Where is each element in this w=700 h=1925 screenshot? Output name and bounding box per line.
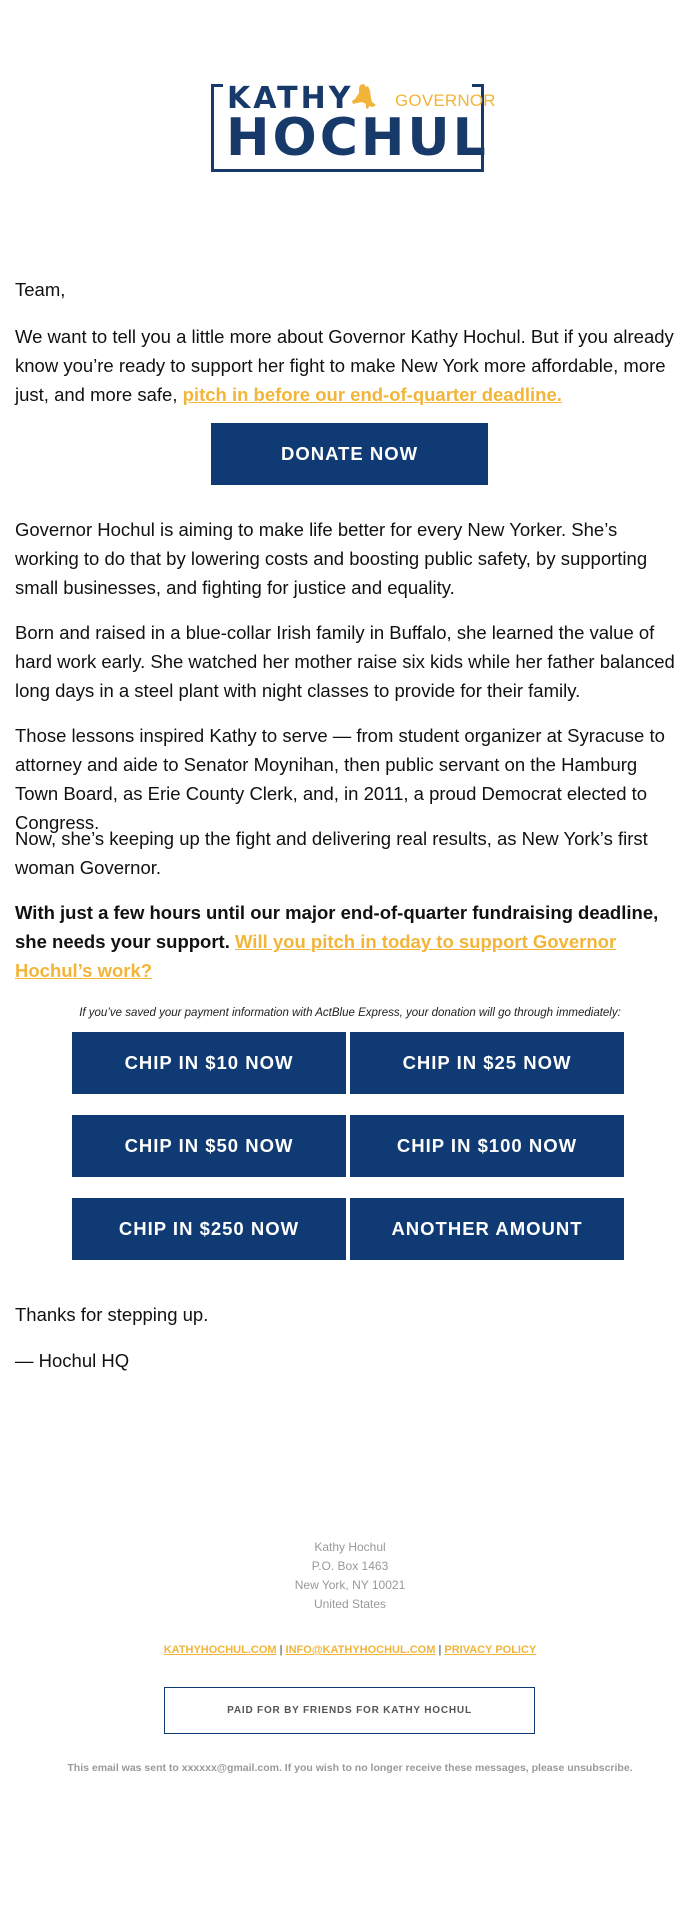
footer-links	[0, 1644, 700, 1656]
chip-in-10-button[interactable]: CHIP IN $10 NOW	[72, 1032, 346, 1094]
logo-frame-corner-right	[472, 84, 484, 87]
footer-address-po-box: P.O. Box 1463	[311, 1559, 389, 1573]
footer-link-separator: |	[438, 1644, 442, 1656]
another-amount-button[interactable]: ANOTHER AMOUNT	[350, 1198, 624, 1260]
footer-address-city: New York, NY 10021	[294, 1578, 406, 1592]
chip-in-25-button[interactable]: CHIP IN $25 NOW	[350, 1032, 624, 1094]
paid-for-disclaimer: PAID FOR BY FRIENDS FOR KATHY HOCHUL	[164, 1687, 535, 1734]
appeal-text: With just a few hours until our major end-of-quarter fundraising deadline, she needs your support.	[15, 902, 659, 952]
logo-first-name: KATHY	[227, 81, 354, 116]
intro-paragraph	[15, 322, 685, 409]
footer-email-link[interactable]: INFO@KATHYHOCHUL.COM	[285, 1644, 436, 1656]
logo-frame-corner-left	[211, 84, 223, 87]
chip-in-50-button[interactable]: CHIP IN $50 NOW	[72, 1115, 346, 1177]
footer-website-link[interactable]: KATHYHOCHUL.COM	[163, 1644, 277, 1656]
intro-text: We want to tell you a little more about Governor Kathy Hochul. But if you already know you’re ready to support her fight to make New York more affordable, more just, and more safe,	[15, 326, 674, 405]
paragraph-career: Those lessons inspired Kathy to serve — from student organizer at Syracuse to attorney and aide to Senator Moynihan, then public servant on the Hamburg Town Board, as Erie County Clerk, and, in 2011, a proud Democrat elected to Congress.	[15, 725, 665, 833]
footer-link-separator: |	[279, 1644, 283, 1656]
footer-privacy-link[interactable]: PRIVACY POLICY	[444, 1644, 537, 1656]
chip-in-100-button[interactable]: CHIP IN $100 NOW	[350, 1115, 624, 1177]
footer-address-name: Kathy Hochul	[314, 1540, 386, 1554]
actblue-express-note: If you’ve saved your payment information with ActBlue Express, your donation will go through immediately:	[79, 1007, 621, 1019]
signoff: — Hochul HQ	[15, 1350, 130, 1371]
kathy-hochul-logo	[211, 81, 496, 176]
donate-now-button[interactable]: DONATE NOW	[211, 423, 488, 485]
intro-donate-link[interactable]: pitch in before our end-of-quarter deadline.	[182, 384, 562, 405]
greeting: Team,	[15, 279, 66, 300]
paragraph-governor: Now, she’s keeping up the fight and delivering real results, as New York’s first woman Governor.	[15, 828, 648, 878]
footer-address-country: United States	[313, 1597, 387, 1611]
logo-last-name: HOCHUL	[226, 108, 489, 168]
paragraph-background: Born and raised in a blue-collar Irish family in Buffalo, she learned the value of hard work early. She watched her mother raise six kids while her father balanced long days in a steel plant with night classes to provide for their family.	[15, 622, 675, 701]
unsubscribe-notice[interactable]: This email was sent to xxxxxx@gmail.com. If you wish to no longer receive these messages, please unsubscribe.	[67, 1762, 633, 1774]
appeal-paragraph	[15, 898, 685, 985]
appeal-link[interactable]: Will you pitch in today to support Governor Hochul’s work?	[15, 931, 617, 981]
chip-in-250-button[interactable]: CHIP IN $250 NOW	[72, 1198, 346, 1260]
paragraph-goals: Governor Hochul is aiming to make life better for every New Yorker. She’s working to do that by lowering costs and boosting public safety, by supporting small businesses, and fighting for justice and equality.	[15, 519, 648, 598]
logo-title: GOVERNOR	[395, 91, 496, 110]
thanks-line: Thanks for stepping up.	[15, 1304, 209, 1325]
